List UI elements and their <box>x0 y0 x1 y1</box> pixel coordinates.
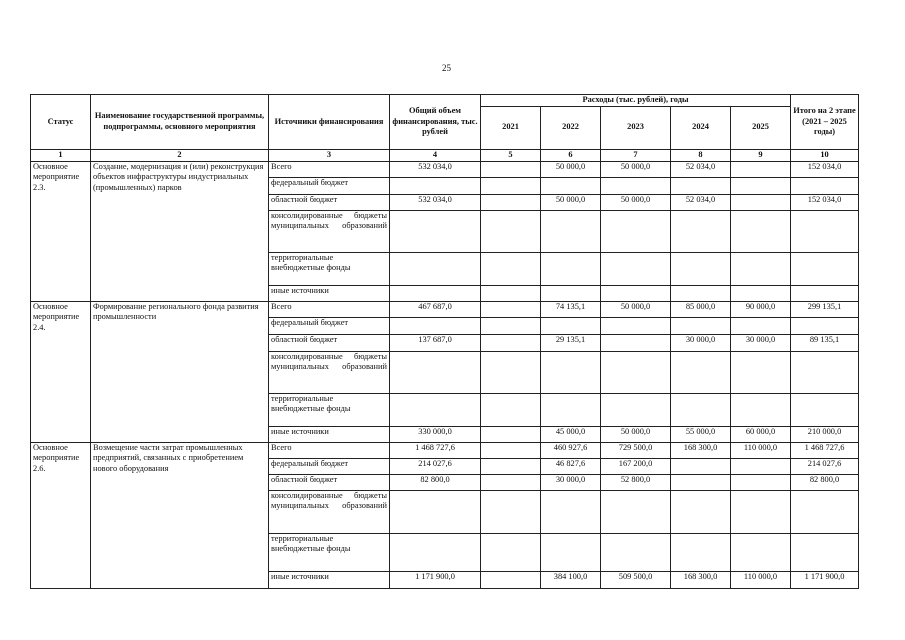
total-amount: 532 034,0 <box>390 161 481 177</box>
year-amount-2023 <box>601 252 671 285</box>
stage-total <box>791 393 859 426</box>
year-amount-2021 <box>481 393 541 426</box>
header-name: Наименование государственной программы, подпрограммы, основного мероприятия <box>91 95 269 150</box>
year-amount-2024: 30 000,0 <box>671 334 731 351</box>
financing-table <box>30 94 859 589</box>
header-year: 2021 <box>481 106 541 149</box>
year-amount-2025: 110 000,0 <box>731 571 791 588</box>
header-year: 2025 <box>731 106 791 149</box>
column-number: 5 <box>481 149 541 161</box>
funding-source: федеральный бюджет <box>269 458 390 474</box>
year-amount-2023 <box>601 210 671 252</box>
funding-source: областной бюджет <box>269 334 390 351</box>
year-amount-2022: 460 927,6 <box>541 442 601 458</box>
year-amount-2024 <box>671 474 731 490</box>
year-amount-2024 <box>671 458 731 474</box>
stage-total <box>791 351 859 393</box>
year-amount-2024 <box>671 210 731 252</box>
year-amount-2023: 509 500,0 <box>601 571 671 588</box>
total-amount: 1 171 900,0 <box>390 571 481 588</box>
stage-total: 210 000,0 <box>791 426 859 442</box>
stage-total <box>791 490 859 533</box>
year-amount-2021 <box>481 571 541 588</box>
column-number: 8 <box>671 149 731 161</box>
column-number: 6 <box>541 149 601 161</box>
total-amount <box>390 177 481 194</box>
year-amount-2024 <box>671 490 731 533</box>
year-amount-2025 <box>731 351 791 393</box>
total-amount <box>390 351 481 393</box>
year-amount-2025: 30 000,0 <box>731 334 791 351</box>
funding-source: Всего <box>269 161 390 177</box>
stage-total <box>791 177 859 194</box>
year-amount-2023: 50 000,0 <box>601 161 671 177</box>
year-amount-2024 <box>671 317 731 334</box>
stage-total <box>791 252 859 285</box>
header-stage-total: Итого на 2 этапе (2021 – 2025 годы) <box>791 95 859 150</box>
funding-source: территориальные внебюджетные фонды <box>269 393 390 426</box>
stage-total: 1 171 900,0 <box>791 571 859 588</box>
stage-total: 82 800,0 <box>791 474 859 490</box>
total-amount <box>390 490 481 533</box>
column-number-row <box>31 149 859 161</box>
year-amount-2021 <box>481 351 541 393</box>
year-amount-2025 <box>731 490 791 533</box>
year-amount-2021 <box>481 285 541 301</box>
stage-total: 152 034,0 <box>791 194 859 210</box>
year-amount-2025 <box>731 194 791 210</box>
column-number: 9 <box>731 149 791 161</box>
stage-total <box>791 533 859 571</box>
stage-total: 299 135,1 <box>791 301 859 317</box>
activity-name: Создание, модернизация и (или) реконструкция объектов инфраструктуры индустриальных (промышленных) парков <box>91 161 269 301</box>
year-amount-2022 <box>541 490 601 533</box>
activity-name: Формирование регионального фонда развития промышленности <box>91 301 269 442</box>
year-amount-2023 <box>601 177 671 194</box>
year-amount-2024 <box>671 177 731 194</box>
header-status: Статус <box>31 95 91 150</box>
header-year: 2024 <box>671 106 731 149</box>
year-amount-2023 <box>601 490 671 533</box>
funding-source: иные источники <box>269 571 390 588</box>
year-amount-2024 <box>671 252 731 285</box>
year-amount-2025 <box>731 317 791 334</box>
stage-total: 152 034,0 <box>791 161 859 177</box>
year-amount-2023: 167 200,0 <box>601 458 671 474</box>
year-amount-2021 <box>481 426 541 442</box>
activity-status: Основное мероприятие 2.6. <box>31 442 91 588</box>
year-amount-2024 <box>671 351 731 393</box>
year-amount-2021 <box>481 334 541 351</box>
year-amount-2022: 30 000,0 <box>541 474 601 490</box>
funding-source: федеральный бюджет <box>269 317 390 334</box>
total-amount <box>390 533 481 571</box>
funding-source: территориальные внебюджетные фонды <box>269 252 390 285</box>
stage-total <box>791 210 859 252</box>
year-amount-2021 <box>481 161 541 177</box>
year-amount-2022 <box>541 393 601 426</box>
table-row <box>31 301 859 317</box>
column-number: 3 <box>269 149 390 161</box>
funding-source: областной бюджет <box>269 194 390 210</box>
year-amount-2021 <box>481 177 541 194</box>
year-amount-2023 <box>601 351 671 393</box>
funding-source: иные источники <box>269 285 390 301</box>
year-amount-2021 <box>481 252 541 285</box>
year-amount-2024 <box>671 533 731 571</box>
total-amount: 532 034,0 <box>390 194 481 210</box>
header-total: Общий объем финансирования, тыс. рублей <box>390 95 481 150</box>
total-amount <box>390 252 481 285</box>
stage-total: 89 135,1 <box>791 334 859 351</box>
total-amount: 330 000,0 <box>390 426 481 442</box>
year-amount-2023 <box>601 393 671 426</box>
year-amount-2023 <box>601 285 671 301</box>
activity-status: Основное мероприятие 2.4. <box>31 301 91 442</box>
year-amount-2022 <box>541 177 601 194</box>
year-amount-2024: 55 000,0 <box>671 426 731 442</box>
total-amount: 467 687,0 <box>390 301 481 317</box>
year-amount-2021 <box>481 194 541 210</box>
year-amount-2025 <box>731 210 791 252</box>
year-amount-2025: 90 000,0 <box>731 301 791 317</box>
year-amount-2022: 50 000,0 <box>541 194 601 210</box>
column-number: 1 <box>31 149 91 161</box>
funding-source: иные источники <box>269 426 390 442</box>
year-amount-2023: 729 500,0 <box>601 442 671 458</box>
column-number: 2 <box>91 149 269 161</box>
year-amount-2025 <box>731 458 791 474</box>
header-sources: Источники финансирования <box>269 95 390 150</box>
year-amount-2021 <box>481 442 541 458</box>
year-amount-2025 <box>731 252 791 285</box>
total-amount: 214 027,6 <box>390 458 481 474</box>
year-amount-2023: 50 000,0 <box>601 426 671 442</box>
activity-name: Возмещение части затрат промышленных предприятий, связанных с приобретением нового оборудования <box>91 442 269 588</box>
funding-source: консолидированные бюджеты муниципальных образований <box>269 351 390 393</box>
year-amount-2024: 168 300,0 <box>671 442 731 458</box>
year-amount-2024: 168 300,0 <box>671 571 731 588</box>
table-row <box>31 161 859 177</box>
column-number: 4 <box>390 149 481 161</box>
year-amount-2022 <box>541 351 601 393</box>
total-amount: 137 687,0 <box>390 334 481 351</box>
year-amount-2025 <box>731 285 791 301</box>
funding-source: территориальные внебюджетные фонды <box>269 533 390 571</box>
funding-source: Всего <box>269 442 390 458</box>
stage-total <box>791 285 859 301</box>
year-amount-2021 <box>481 490 541 533</box>
year-amount-2021 <box>481 474 541 490</box>
year-amount-2023 <box>601 533 671 571</box>
stage-total: 1 468 727,6 <box>791 442 859 458</box>
year-amount-2022 <box>541 285 601 301</box>
year-amount-2021 <box>481 458 541 474</box>
year-amount-2023 <box>601 334 671 351</box>
year-amount-2023: 50 000,0 <box>601 194 671 210</box>
year-amount-2022 <box>541 533 601 571</box>
stage-total: 214 027,6 <box>791 458 859 474</box>
year-amount-2022: 46 827,6 <box>541 458 601 474</box>
year-amount-2025 <box>731 474 791 490</box>
year-amount-2023: 52 800,0 <box>601 474 671 490</box>
table-body <box>31 161 859 588</box>
year-amount-2025: 110 000,0 <box>731 442 791 458</box>
year-amount-2022: 29 135,1 <box>541 334 601 351</box>
year-amount-2022: 74 135,1 <box>541 301 601 317</box>
total-amount: 1 468 727,6 <box>390 442 481 458</box>
year-amount-2022: 384 100,0 <box>541 571 601 588</box>
year-amount-2023 <box>601 317 671 334</box>
year-amount-2022 <box>541 210 601 252</box>
total-amount <box>390 210 481 252</box>
year-amount-2021 <box>481 301 541 317</box>
year-amount-2025 <box>731 533 791 571</box>
year-amount-2025 <box>731 177 791 194</box>
total-amount <box>390 393 481 426</box>
funding-source: консолидированные бюджеты муниципальных образований <box>269 210 390 252</box>
table-row <box>31 442 859 458</box>
year-amount-2025 <box>731 393 791 426</box>
year-amount-2022 <box>541 317 601 334</box>
year-amount-2022: 45 000,0 <box>541 426 601 442</box>
funding-source: федеральный бюджет <box>269 177 390 194</box>
stage-total <box>791 317 859 334</box>
year-amount-2021 <box>481 533 541 571</box>
column-number: 7 <box>601 149 671 161</box>
funding-source: Всего <box>269 301 390 317</box>
year-amount-2022: 50 000,0 <box>541 161 601 177</box>
header-year: 2022 <box>541 106 601 149</box>
header-expenses: Расходы (тыс. рублей), годы <box>481 95 791 107</box>
year-amount-2024: 52 034,0 <box>671 194 731 210</box>
year-amount-2022 <box>541 252 601 285</box>
year-amount-2023: 50 000,0 <box>601 301 671 317</box>
column-number: 10 <box>791 149 859 161</box>
year-amount-2025: 60 000,0 <box>731 426 791 442</box>
year-amount-2024 <box>671 285 731 301</box>
activity-status: Основное мероприятие 2.3. <box>31 161 91 301</box>
page-number: 25 <box>442 63 451 73</box>
header-year: 2023 <box>601 106 671 149</box>
funding-source: областной бюджет <box>269 474 390 490</box>
year-amount-2024: 85 000,0 <box>671 301 731 317</box>
total-amount: 82 800,0 <box>390 474 481 490</box>
year-amount-2021 <box>481 317 541 334</box>
total-amount <box>390 285 481 301</box>
year-amount-2024: 52 034,0 <box>671 161 731 177</box>
funding-source: консолидированные бюджеты муниципальных образований <box>269 490 390 533</box>
year-amount-2025 <box>731 161 791 177</box>
year-amount-2024 <box>671 393 731 426</box>
total-amount <box>390 317 481 334</box>
year-amount-2021 <box>481 210 541 252</box>
